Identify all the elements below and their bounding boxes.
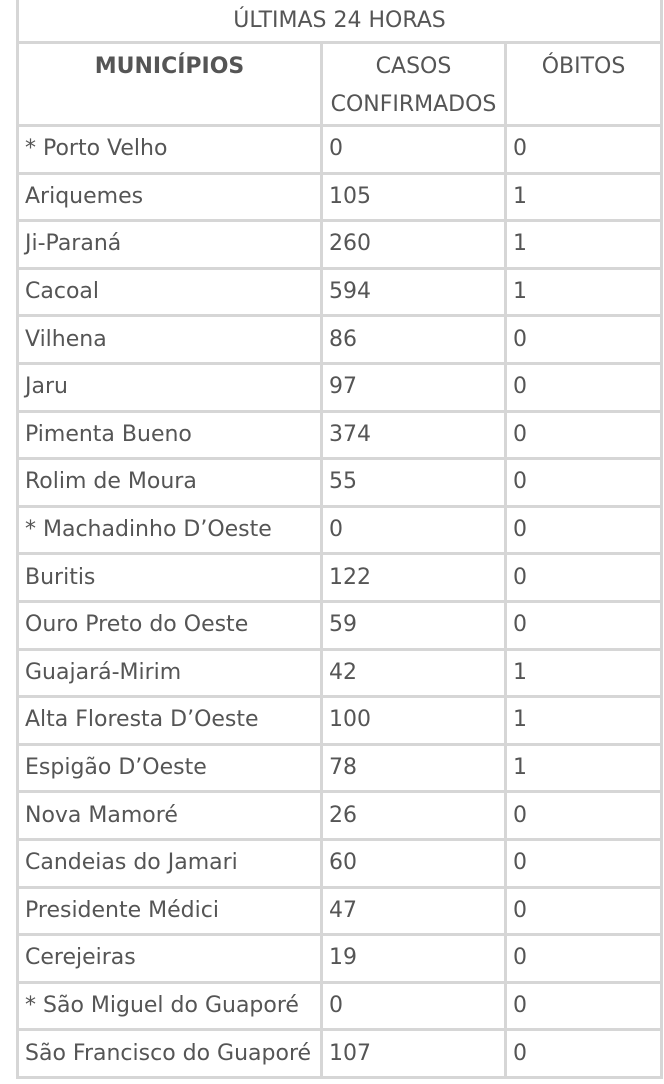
cell-casos: 105 bbox=[322, 173, 506, 221]
cell-obitos: 0 bbox=[506, 554, 662, 602]
cell-casos: 55 bbox=[322, 459, 506, 507]
cell-municipio: * Machadinho D’Oeste bbox=[18, 506, 322, 554]
header-casos-confirmados bbox=[322, 43, 506, 126]
cell-casos: 86 bbox=[322, 316, 506, 364]
cases-table bbox=[16, 0, 663, 1079]
cell-obitos: 1 bbox=[506, 649, 662, 697]
cell-casos: 0 bbox=[322, 126, 506, 174]
cell-municipio: Pimenta Bueno bbox=[18, 411, 322, 459]
table-row bbox=[18, 126, 662, 174]
cases-table-container bbox=[16, 0, 660, 1079]
table-row bbox=[18, 554, 662, 602]
table-row bbox=[18, 601, 662, 649]
cell-municipio: Ariquemes bbox=[18, 173, 322, 221]
cell-obitos: 0 bbox=[506, 792, 662, 840]
table-row bbox=[18, 792, 662, 840]
cell-obitos: 1 bbox=[506, 173, 662, 221]
table-row bbox=[18, 459, 662, 507]
cell-municipio: Ji-Paraná bbox=[18, 221, 322, 269]
cell-municipio: Jaru bbox=[18, 363, 322, 411]
cell-municipio: São Francisco do Guaporé bbox=[18, 1030, 322, 1078]
table-row bbox=[18, 649, 662, 697]
table-row bbox=[18, 744, 662, 792]
cell-casos: 0 bbox=[322, 982, 506, 1030]
cell-obitos: 1 bbox=[506, 268, 662, 316]
table-title: ÚLTIMAS 24 HORAS bbox=[18, 0, 662, 43]
cell-municipio: Alta Floresta D’Oeste bbox=[18, 697, 322, 745]
cell-obitos: 0 bbox=[506, 839, 662, 887]
cell-casos: 47 bbox=[322, 887, 506, 935]
cell-municipio: Cacoal bbox=[18, 268, 322, 316]
cell-municipio: * Porto Velho bbox=[18, 126, 322, 174]
cell-obitos: 1 bbox=[506, 697, 662, 745]
cell-municipio: Cerejeiras bbox=[18, 935, 322, 983]
cell-obitos: 0 bbox=[506, 506, 662, 554]
cell-municipio: Presidente Médici bbox=[18, 887, 322, 935]
cell-casos: 59 bbox=[322, 601, 506, 649]
table-row bbox=[18, 363, 662, 411]
cell-casos: 26 bbox=[322, 792, 506, 840]
cell-obitos: 0 bbox=[506, 126, 662, 174]
table-row bbox=[18, 268, 662, 316]
cell-casos: 260 bbox=[322, 221, 506, 269]
table-title-row bbox=[18, 0, 662, 43]
cell-casos: 374 bbox=[322, 411, 506, 459]
cell-municipio: Ouro Preto do Oeste bbox=[18, 601, 322, 649]
cell-municipio: Buritis bbox=[18, 554, 322, 602]
header-municipios: MUNICÍPIOS bbox=[18, 43, 322, 126]
table-header-row bbox=[18, 43, 662, 126]
cell-casos: 594 bbox=[322, 268, 506, 316]
cell-obitos: 0 bbox=[506, 459, 662, 507]
cell-casos: 107 bbox=[322, 1030, 506, 1078]
table-row bbox=[18, 887, 662, 935]
table-row bbox=[18, 316, 662, 364]
cell-municipio: Rolim de Moura bbox=[18, 459, 322, 507]
cell-obitos: 0 bbox=[506, 411, 662, 459]
table-row bbox=[18, 697, 662, 745]
header-obitos: ÓBITOS bbox=[506, 43, 662, 126]
cell-casos: 122 bbox=[322, 554, 506, 602]
cell-municipio: Nova Mamoré bbox=[18, 792, 322, 840]
cell-obitos: 0 bbox=[506, 316, 662, 364]
cell-casos: 0 bbox=[322, 506, 506, 554]
cell-municipio: Vilhena bbox=[18, 316, 322, 364]
table-row bbox=[18, 411, 662, 459]
table-row bbox=[18, 935, 662, 983]
table-row bbox=[18, 1030, 662, 1078]
cell-casos: 42 bbox=[322, 649, 506, 697]
cell-obitos: 0 bbox=[506, 363, 662, 411]
cell-obitos: 0 bbox=[506, 1030, 662, 1078]
header-casos-line2: CONFIRMADOS bbox=[330, 92, 497, 117]
header-casos-line1: CASOS bbox=[375, 54, 452, 79]
table-row bbox=[18, 839, 662, 887]
table-row bbox=[18, 982, 662, 1030]
cell-casos: 60 bbox=[322, 839, 506, 887]
cell-municipio: Guajará-Mirim bbox=[18, 649, 322, 697]
cell-casos: 97 bbox=[322, 363, 506, 411]
cell-obitos: 0 bbox=[506, 935, 662, 983]
cell-obitos: 0 bbox=[506, 887, 662, 935]
cell-obitos: 0 bbox=[506, 601, 662, 649]
cell-obitos: 0 bbox=[506, 982, 662, 1030]
cell-obitos: 1 bbox=[506, 744, 662, 792]
cell-municipio: * São Miguel do Guaporé bbox=[18, 982, 322, 1030]
cell-obitos: 1 bbox=[506, 221, 662, 269]
cell-casos: 19 bbox=[322, 935, 506, 983]
table-row bbox=[18, 221, 662, 269]
cell-municipio: Espigão D’Oeste bbox=[18, 744, 322, 792]
table-row bbox=[18, 173, 662, 221]
cell-casos: 100 bbox=[322, 697, 506, 745]
table-row bbox=[18, 506, 662, 554]
cell-casos: 78 bbox=[322, 744, 506, 792]
cell-municipio: Candeias do Jamari bbox=[18, 839, 322, 887]
